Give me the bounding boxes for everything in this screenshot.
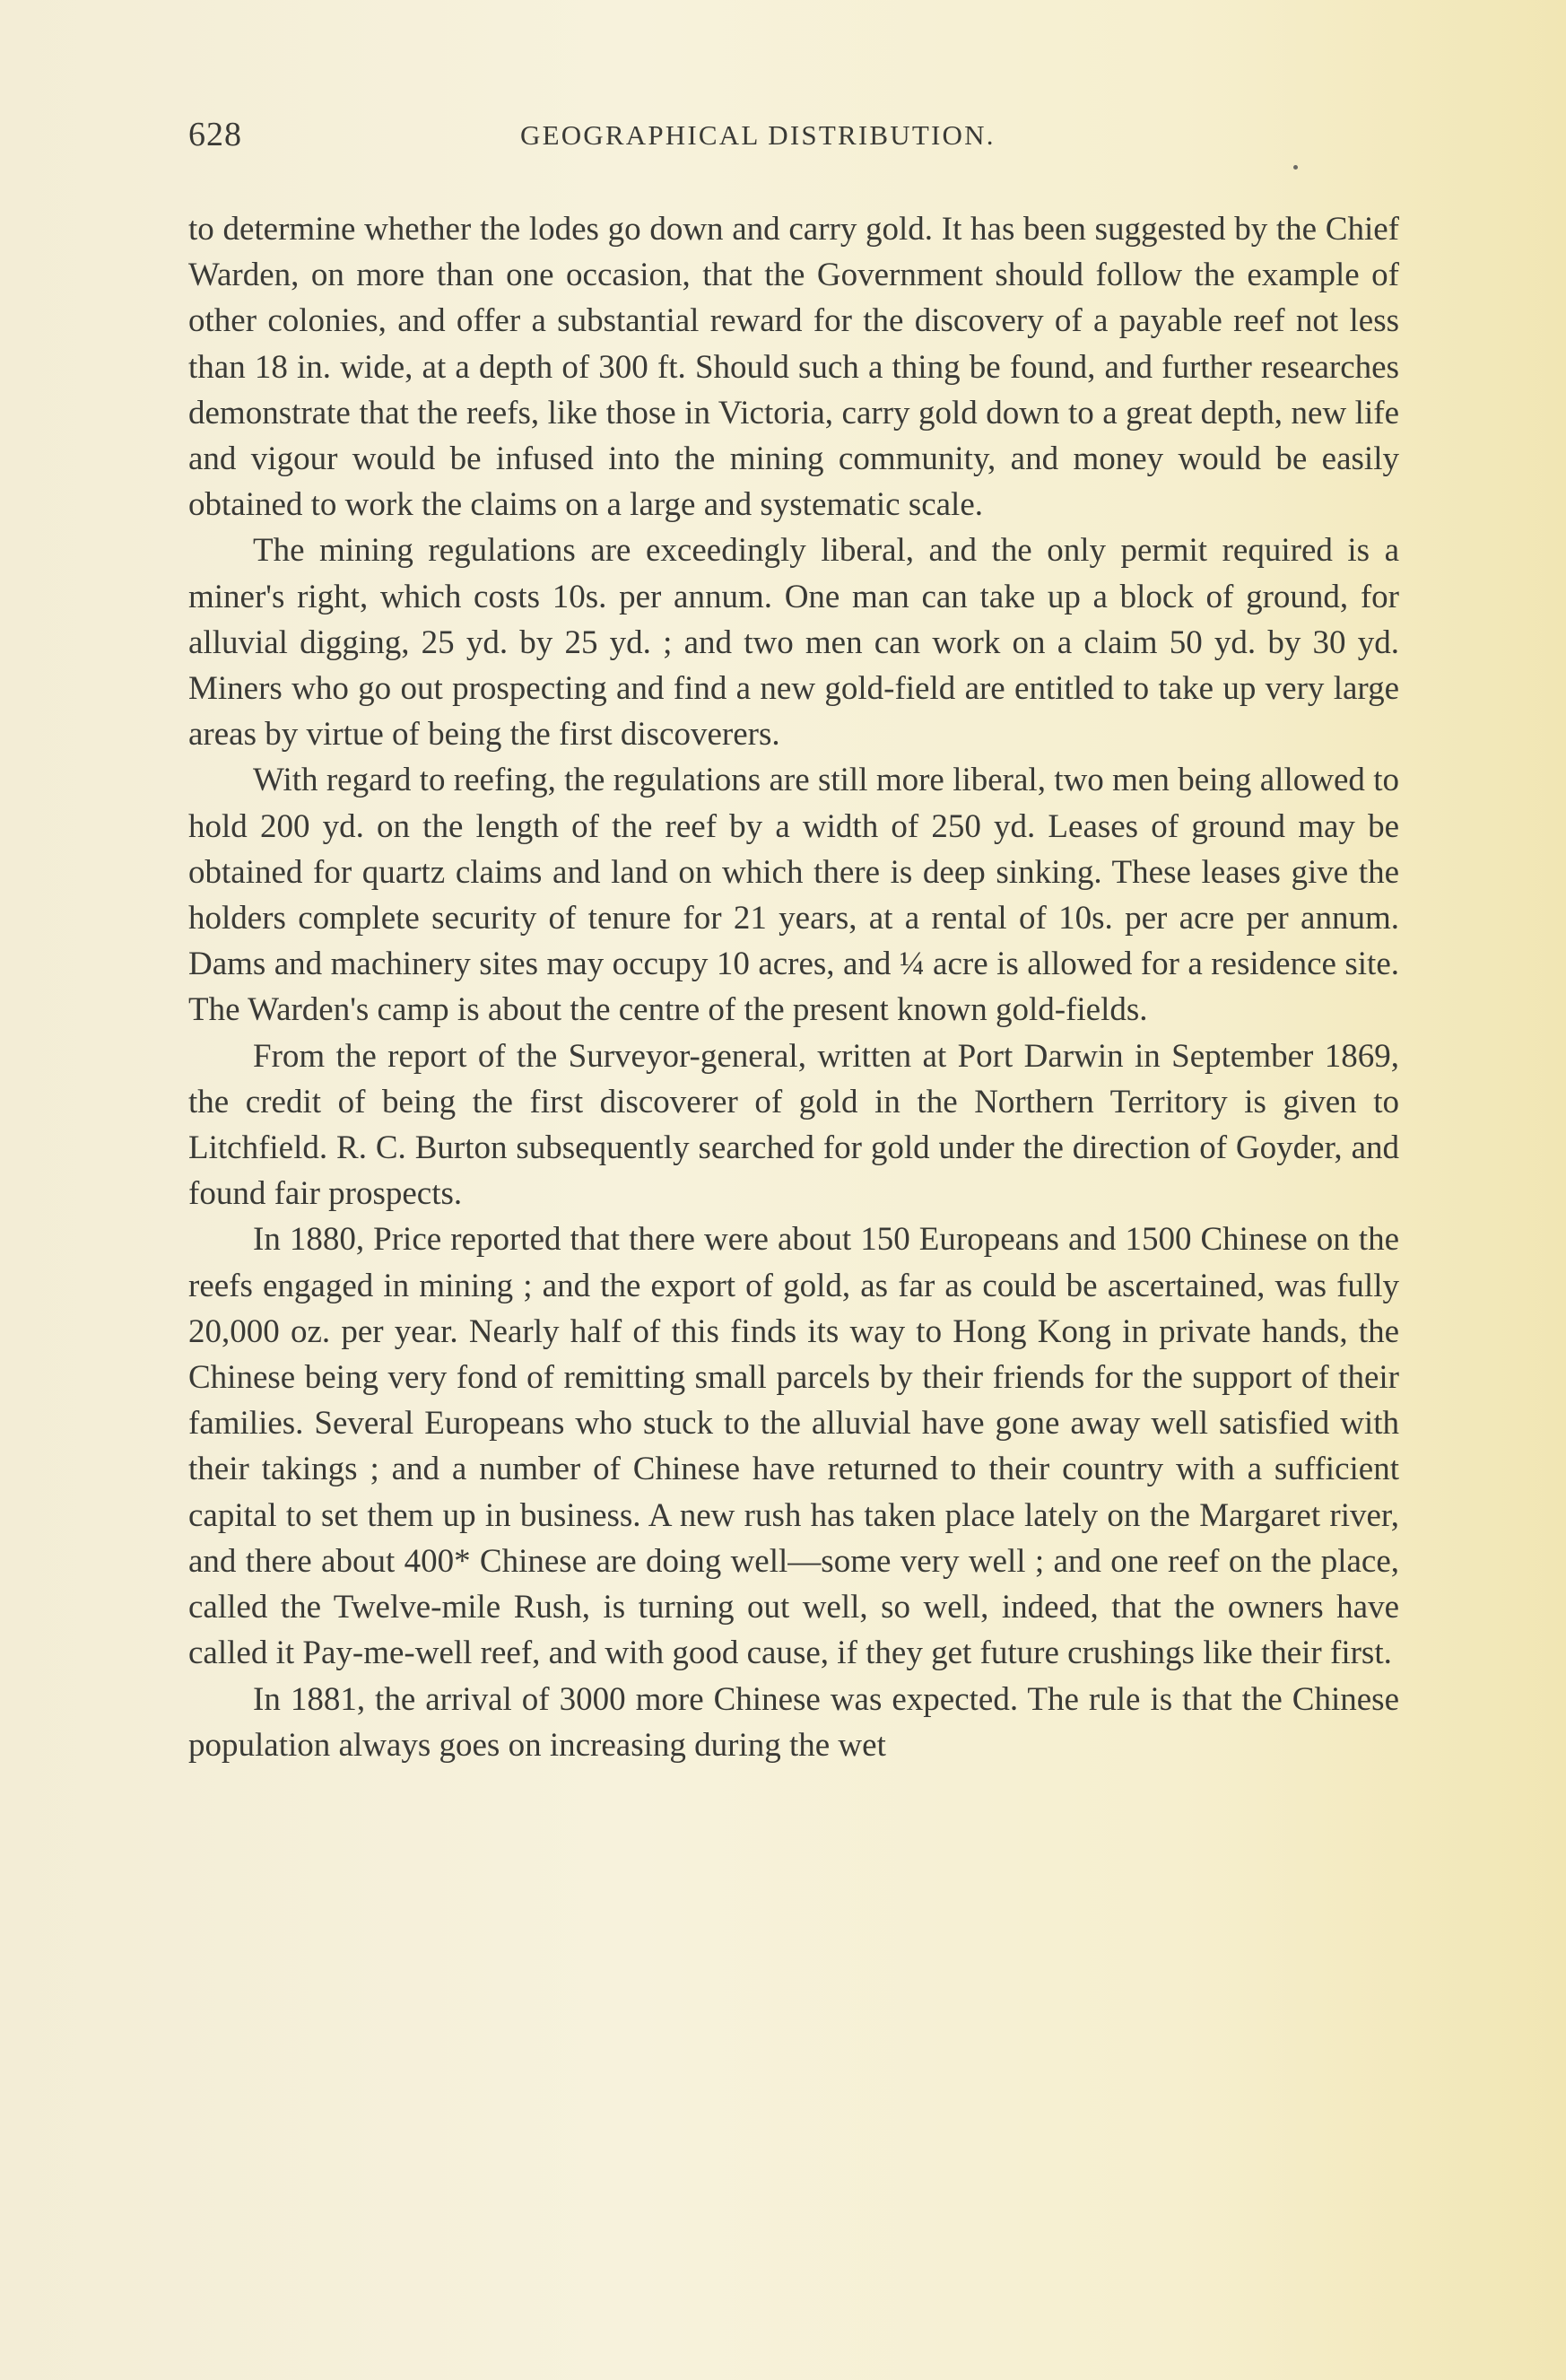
page-number: 628 xyxy=(188,116,242,153)
running-head xyxy=(188,108,1399,161)
paragraph-2: The mining regulations are exceedingly liberal, and the only permit required is a miner's right, which costs 10s. per annum. One man can take up a block of ground, for alluvial digging, 25 yd. by 25 yd. ; and two men can work on a claim 50 yd. by 30 yd. Miners who go out prospecting and find a new gold-field are entitled to take up very large areas by virtue of being the first discoverers. xyxy=(188,532,1399,754)
paragraph-1: to determine whether the lodes go down and carry gold. It has been suggested by the Chief Warden, on more than one occasion, that the Government should follow the example of other colonies, and offer a substantial reward for the discovery of a payable reef not less than 18 in. wide, at a depth of 300 ft. Should such a thing be found, and further researches demonstrate that the reefs, like those in Victoria, carry gold down to a great depth, new life and vigour would be infused into the mining community, and money would be easily obtained to work the claims on a large and systematic scale. xyxy=(188,211,1399,524)
body-text xyxy=(188,206,1399,1768)
running-title: GEOGRAPHICAL DISTRIBUTION. xyxy=(520,119,996,151)
paragraph-6: In 1881, the arrival of 3000 more Chinese was expected. The rule is that the Chinese population always goes on increasing during the wet xyxy=(188,1680,1399,1764)
print-speck xyxy=(1293,165,1298,170)
paragraph-4: From the report of the Surveyor-general, written at Port Darwin in September 1869, the credit of being the first discoverer of gold in the Northern Territory is given to Litchfield. R. C. Burton subsequently searched for gold under the direction of Goyder, and found fair prospects. xyxy=(188,1037,1399,1213)
paragraph-3: With regard to reefing, the regulations are still more liberal, two men being allowed to hold 200 yd. on the length of the reef by a width of 250 yd. Leases of ground may be obtained for quartz claims and land on which there is deep sinking. These leases give the holders complete security of tenure for 21 years, at a rental of 10s. per acre per annum. Dams and machinery sites may occupy 10 acres, and ¼ acre is allowed for a residence site. The Warden's camp is about the centre of the present known gold-fields. xyxy=(188,762,1399,1029)
book-page xyxy=(188,108,1399,1768)
paragraph-5: In 1880, Price reported that there were about 150 Europeans and 1500 Chinese on the reefs engaged in mining ; and the export of gold, as far as could be ascertained, was fully 20,000 oz. per year. Nearly half of this finds its way to Hong Kong in private hands, the Chinese being very fond of remitting small parcels by their friends for the support of their families. Several Europeans who stuck to the alluvial have gone away well satisfied with their takings ; and a number of Chinese have returned to their country with a sufficient capital to set them up in business. A new rush has taken place lately on the Margaret river, and there about 400* Chinese are doing well—some very well ; and one reef on the place, called the Twelve-mile Rush, is turning out well, so well, indeed, that the owners have called it Pay-me-well reef, and with good cause, if they get future crushings like their first. xyxy=(188,1221,1399,1672)
